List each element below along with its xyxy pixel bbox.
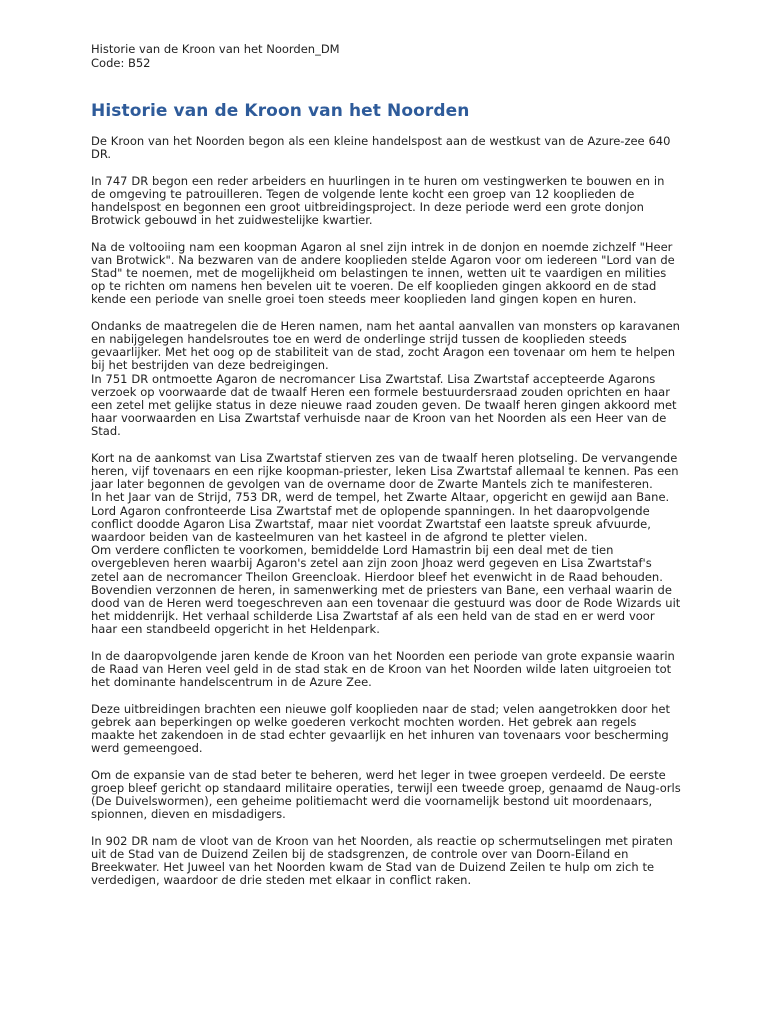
paragraph-text: In 751 DR ontmoette Agaron de necromancer Lisa Zwartstaf. Lisa Zwartstaf accepteerde Agarons verzoek op voorwaarde dat de twaalf Heren een formele bestuurdersraad zouden oprichten en haar een zetel met gelijke status in deze nieuwe raad zouden geven. De twaalf heren gingen akkoord met haar voorwaarden en Lisa Zwartstaf verhuisde naar de Kroon van het Noorden als een Heer van de Stad. (91, 371, 677, 439)
paragraph-text: In het Jaar van de Strijd, 753 DR, werd de tempel, het Zwarte Altaar, opgericht en gewijd aan Bane. (91, 490, 670, 505)
document-page (91, 42, 681, 901)
paragraph-text: In de daaropvolgende jaren kende de Kroon van het Noorden een periode van grote expansie waarin de Raad van Heren veel geld in de stad stak en de Kroon van het Noorden wilde laten uitgroeien tot het dominante handelscentrum in de Azure Zee. (91, 648, 675, 690)
paragraph-text: Bovendien verzonnen de heren, in samenwerking met de priesters van Bane, een verhaal waarin de dood van de Heren werd toegeschreven aan een tovenaar die gestuurd was door de Rode Wizards uit het middenrijk. Het verhaal schilderde Lisa Zwartstaf af als een held van de stad en er werd voor haar een standbeeld opgericht in het Heldenpark. (91, 582, 681, 637)
paragraph (91, 769, 681, 822)
document-body (91, 135, 681, 887)
paragraph-text: Deze uitbreidingen brachten een nieuwe golf kooplieden naar de stad; velen aangetrokken door het gebrek aan beperkingen op welke goederen verkocht mochten worden. Het gebrek aan regels maakte het zakendoen in de stad echter gevaarlijk en het inhuren van tovenaars voor bescherming werd gemeengoed. (91, 701, 670, 756)
paragraph (91, 703, 681, 756)
document-title: Historie van de Kroon van het Noorden (91, 101, 470, 121)
paragraph-text: Om de expansie van de stad beter te beheren, werd het leger in twee groepen verdeeld. De eerste groep bleef gericht op standaard militaire operaties, terwijl een tweede groep, genaamd de Naug-orls (De Duivelswormen), een geheime politiemacht werd die voornamelijk bestond uit moordenaars, spionnen, dieven en misdadigers. (91, 767, 681, 822)
paragraph-text: De Kroon van het Noorden begon als een kleine handelspost aan de westkust van de Azure-zee 640 DR. (91, 134, 671, 162)
paragraph-text: Om verdere conflicten te voorkomen, bemiddelde Lord Hamastrin bij een deal met de tien overgebleven heren waarbij Agaron's zetel aan zijn zoon Jhoaz werd gegeven en Lisa Zwartstaf's zetel aan de necromancer Theilon Greencloak. Hierdoor bleef het evenwicht in de Raad behouden. (91, 543, 663, 584)
paragraph-text: In 902 DR nam de vloot van de Kroon van het Noorden, als reactie op schermutselingen met piraten uit de Stad van de Duizend Zeilen bij de stadsgrenzen, de controle over van Doorn-Eiland en Breekwater. Het Juweel van het Noorden kwam de Stad van de Duizend Zeilen te hulp om zich te verdedigen, waardoor de drie steden met elkaar in conflict raken. (91, 833, 673, 888)
paragraph-text: Lord Agaron confronteerde Lisa Zwartstaf met de oplopende spanningen. In het daaropvolgende conflict doodde Agaron Lisa Zwartstaf, maar niet voordat Zwartstaf een laatste spreuk afvuurde, waardoor beiden van de kasteelmuren van het kasteel in de afgrond te pletter vielen. (91, 503, 651, 545)
paragraph (91, 241, 681, 307)
document-filename: Historie van de Kroon van het Noorden_DM (91, 42, 340, 56)
paragraph-text: Na de voltooiing nam een koopman Agaron al snel zijn intrek in de donjon en noemde zichzelf "Heer van Brotwick". Na bezwaren van de andere kooplieden stelde Agaron voor om iedereen "Lord van de Stad" te noemen, met de mogelijkheid om belastingen te innen, wetten uit te vaardigen en milities op te richten om namens hen bevelen uit te voeren. De elf kooplieden gingen akkoord en de stad kende een periode van snelle groei toen steeds meer kooplieden land gingen kopen en huren. (91, 239, 675, 307)
paragraph-text: Ondanks de maatregelen die de Heren namen, nam het aantal aanvallen van monsters op karavanen en nabijgelegen handelsroutes toe en werd de onderlinge strijd tussen de kooplieden steeds gevaarlijker. Met het oog op de stabiliteit van de stad, zocht Aragon een tovenaar om hem te helpen bij het bestrijden van deze bedreigingen. (91, 318, 680, 373)
paragraph (91, 452, 681, 637)
paragraph (91, 650, 681, 690)
paragraph (91, 135, 681, 161)
paragraph (91, 320, 681, 439)
paragraph (91, 835, 681, 888)
paragraph-text: In 747 DR begon een reder arbeiders en huurlingen in te huren om vestingwerken te bouwen en in de omgeving te patrouilleren. Tegen de volgende lente kocht een groep van 12 kooplieden de handelspost en begonnen een groot uitbreidingsproject. In deze periode werd een grote donjon Brotwick gebouwd in het zuidwestelijke kwartier. (91, 173, 665, 228)
document-code: Code: B52 (91, 56, 151, 70)
paragraph (91, 175, 681, 228)
paragraph-text: Kort na de aankomst van Lisa Zwartstaf stierven zes van de twaalf heren plotseling. De vervangende heren, vijf tovenaars en een rijke koopman-priester, leken Lisa Zwartstaf allemaal te kennen. Pas een jaar later begonnen de gevolgen van de overname door de Zwarte Mantels zich te manifesteren. (91, 450, 679, 492)
